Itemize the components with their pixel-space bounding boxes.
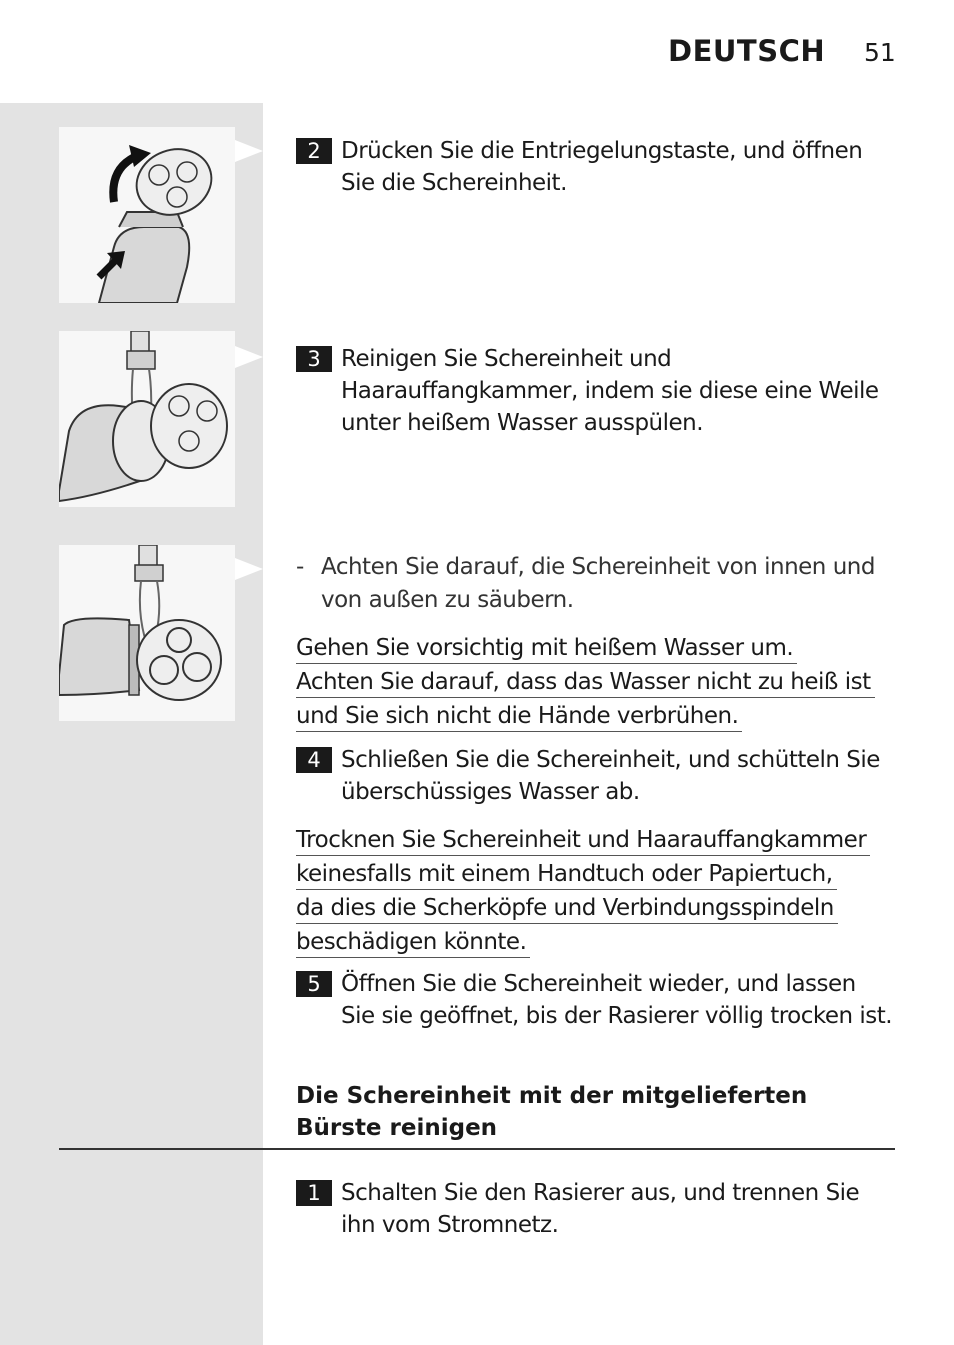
- illustration-open-unit: [59, 127, 235, 303]
- step-number: 5: [296, 971, 332, 997]
- bullet-item: [296, 551, 896, 617]
- step-text: Drücken Sie die Entriegelungstaste, und öffnen Sie die Schereinheit.: [341, 138, 863, 196]
- step-text: Schließen Sie die Schereinheit, und schütteln Sie überschüssiges Wasser ab.: [341, 747, 880, 805]
- warning-hot-water: [296, 632, 898, 734]
- shaver-rinse-closed-icon: [59, 545, 235, 721]
- step-number: 2: [296, 138, 332, 164]
- step-text: Schalten Sie den Rasierer aus, und trennen Sie ihn vom Stromnetz.: [341, 1180, 860, 1238]
- step-number: 4: [296, 747, 332, 773]
- illustration-pointer: [235, 346, 263, 368]
- section-title: Die Schereinheit mit der mitgelieferten Bürste reinigen: [296, 1083, 808, 1141]
- warning-line: Trocknen Sie Schereinheit und Haarauffangkammer: [296, 825, 870, 856]
- warning-line: Gehen Sie vorsichtig mit heißem Wasser um.: [296, 633, 797, 664]
- step-text: Reinigen Sie Schereinheit und Haarauffangkammer, indem sie diese eine Weile unter heißem Wasser ausspülen.: [341, 346, 879, 436]
- illustration-pointer: [235, 140, 263, 162]
- step-number: 3: [296, 346, 332, 372]
- step-number: 1: [296, 1180, 332, 1206]
- illustration-pointer: [235, 558, 263, 580]
- section-divider: [59, 1148, 895, 1150]
- warning-line: da dies die Scherköpfe und Verbindungsspindeln: [296, 893, 838, 924]
- page-number: 51: [864, 38, 896, 67]
- shaver-open-unit-icon: [59, 127, 235, 303]
- bullet-dash: -: [296, 554, 304, 580]
- warning-line: Achten Sie darauf, dass das Wasser nicht zu heiß ist: [296, 667, 875, 698]
- illustration-rinse: [59, 331, 235, 507]
- step-2: [296, 135, 896, 199]
- warning-line: keinesfalls mit einem Handtuch oder Papiertuch,: [296, 859, 837, 890]
- warning-drying: [296, 824, 898, 960]
- illustration-rinse-closed: [59, 545, 235, 721]
- bullet-text: Achten Sie darauf, die Schereinheit von innen und von außen zu säubern.: [321, 554, 875, 613]
- header-language: DEUTSCH: [668, 34, 826, 68]
- step-4: [296, 744, 896, 808]
- step-5: [296, 968, 896, 1032]
- step-3: [296, 343, 896, 439]
- shaver-rinse-icon: [59, 331, 235, 507]
- step-1: [296, 1177, 896, 1241]
- warning-line: beschädigen könnte.: [296, 927, 530, 958]
- step-text: Öffnen Sie die Schereinheit wieder, und lassen Sie sie geöffnet, bis der Rasierer völlig trocken ist.: [341, 971, 893, 1029]
- warning-line: und Sie sich nicht die Hände verbrühen.: [296, 701, 742, 732]
